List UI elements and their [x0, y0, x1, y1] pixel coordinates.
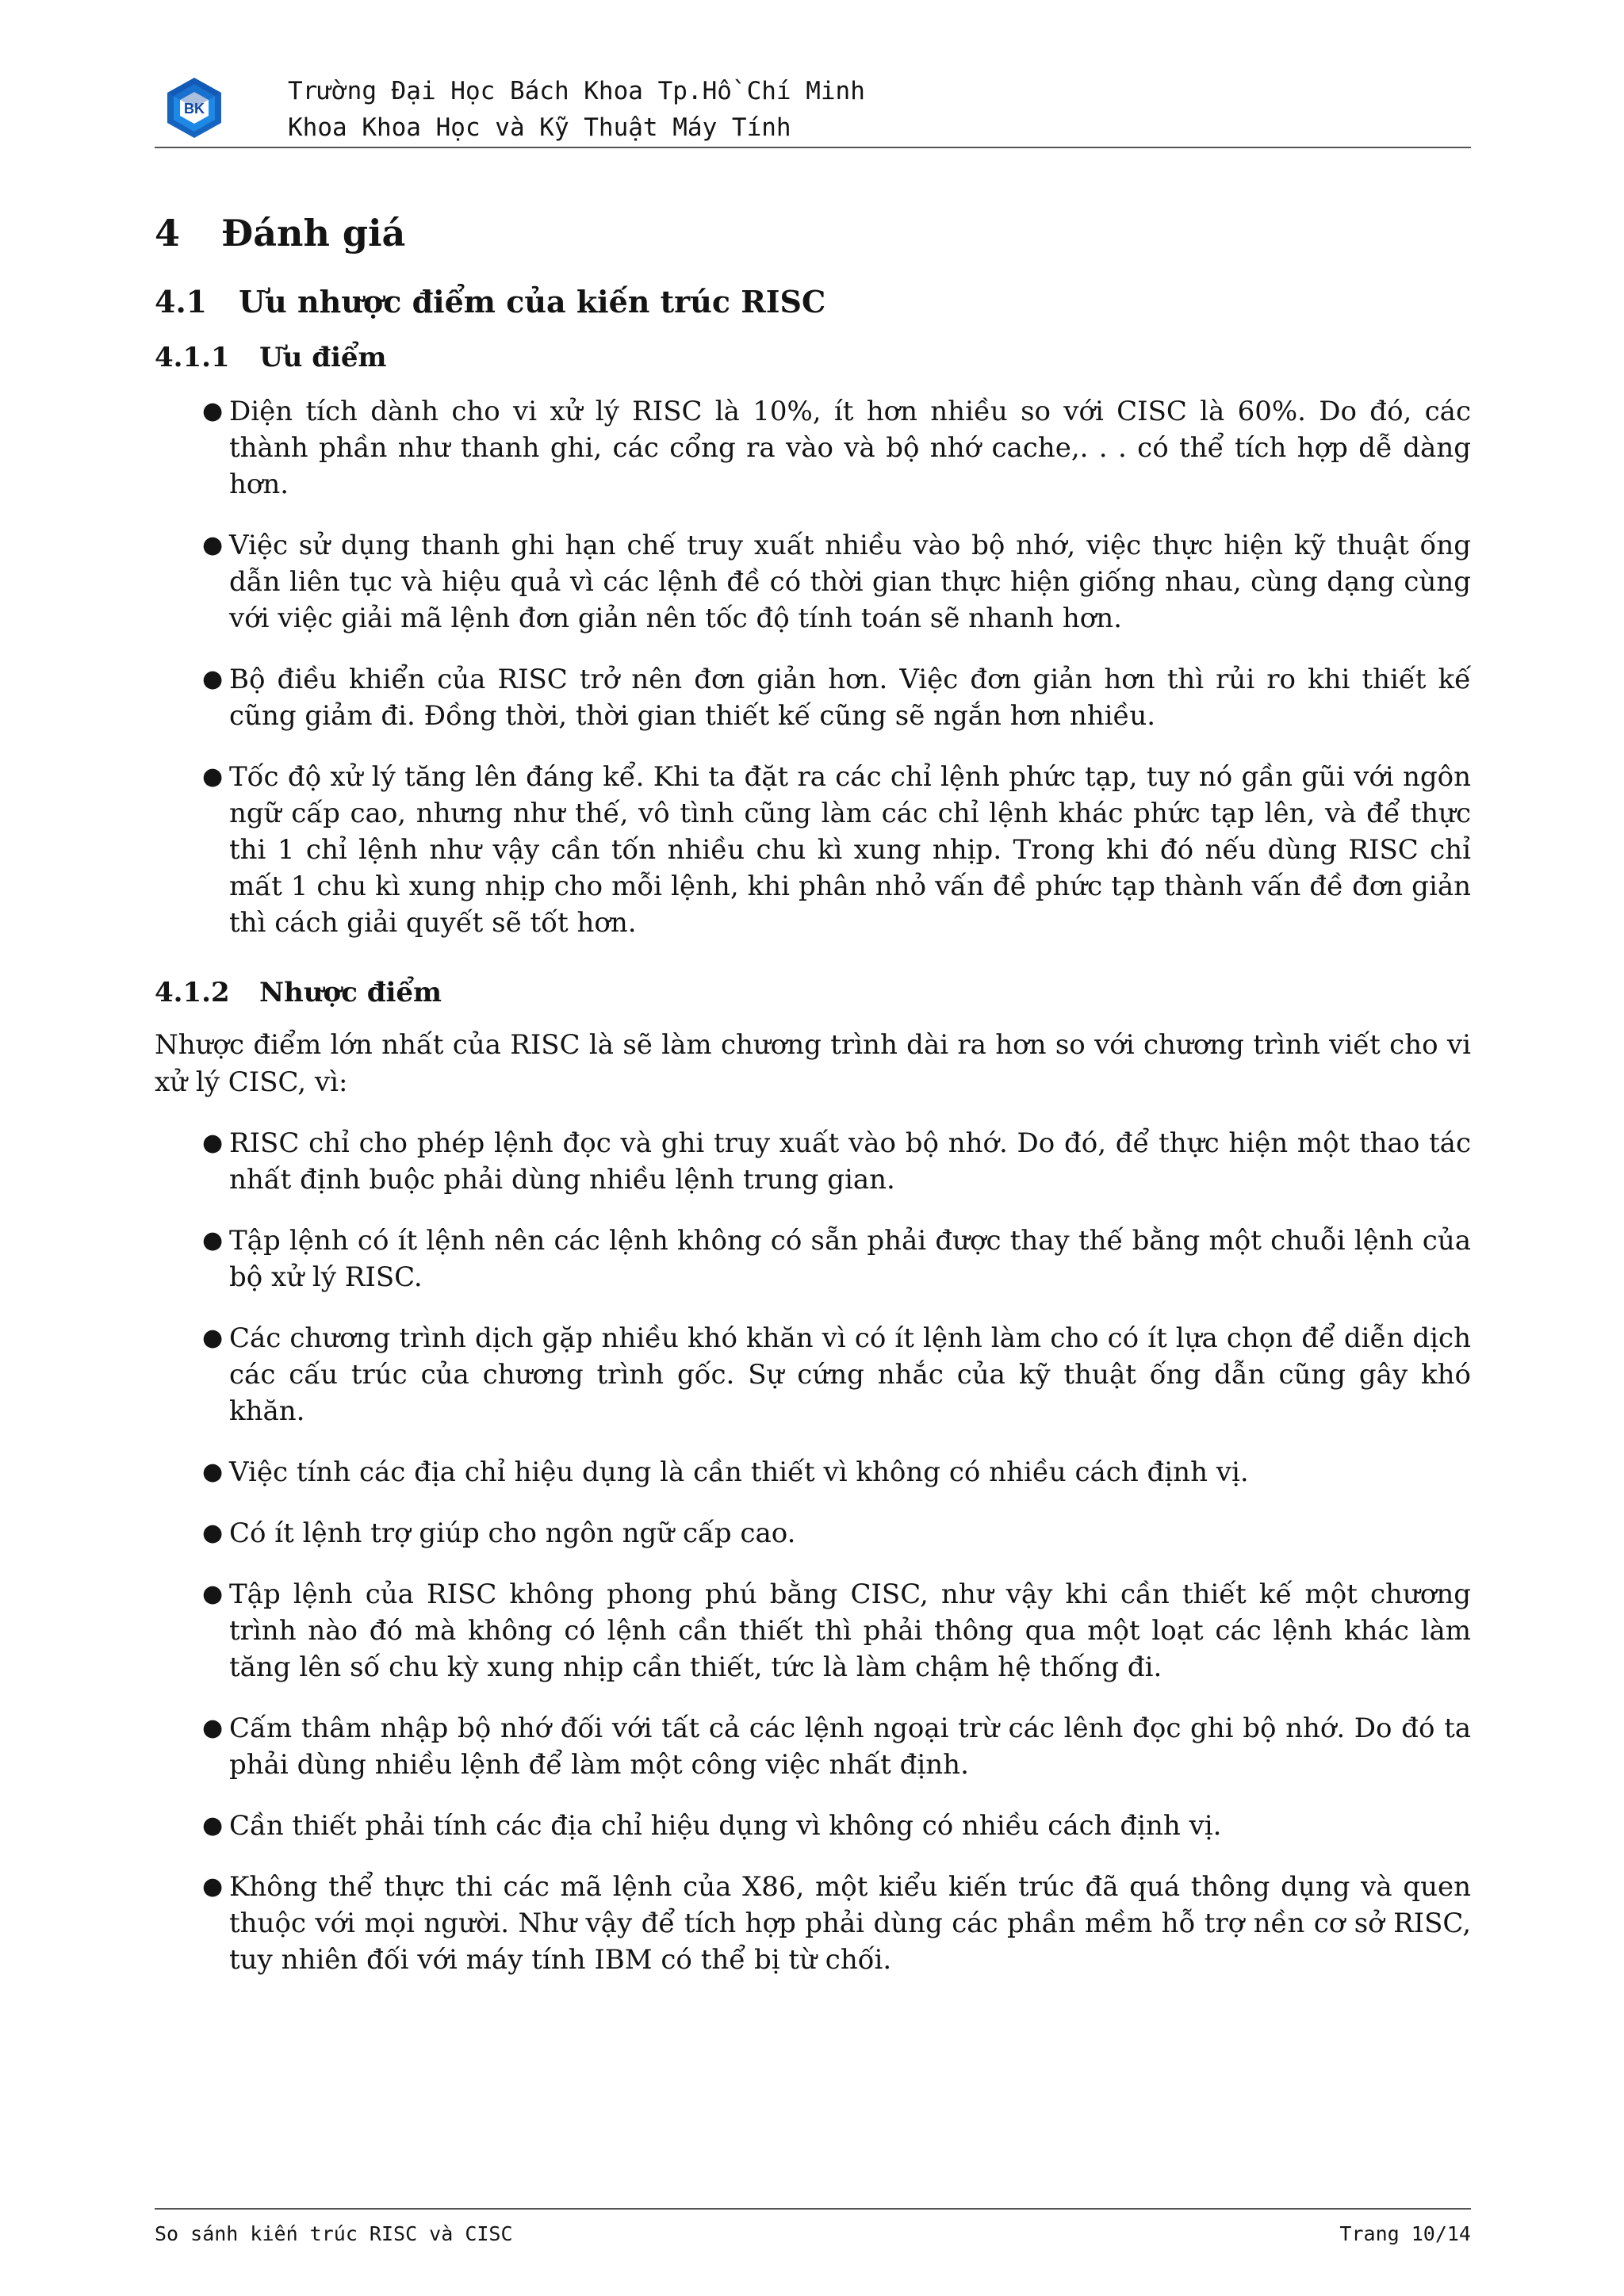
list-item: ● Các chương trình dịch gặp nhiều khó khăn vì có ít lệnh làm cho có ít lựa chọn để diễn dịch các cấu trúc của chương trình gốc. Sự cứng nhắc của kỹ thuật ống dẫn cũng gây khó khăn. [155, 1320, 1471, 1429]
advantages-heading [155, 339, 1471, 376]
list-item: ● Tốc độ xử lý tăng lên đáng kể. Khi ta đặt ra các chỉ lệnh phức tạp, tuy nó gần gũi với ngôn ngữ cấp cao, nhưng như thế, vô tình cũng làm các chỉ lệnh khác phức tạp lên, và để thực thi 1 chỉ lệnh như vậy cần tốn nhiều chu kì xung nhịp. Trong khi đó nếu dùng RISC chỉ mất 1 chu kì xung nhịp cho mỗi lệnh, khi phân nhỏ vấn đề phức tạp thành vấn đề đơn giản thì cách giải quyết sẽ tốt hơn. [155, 759, 1471, 941]
page-content [155, 208, 1471, 2003]
logo-text: BK [184, 101, 205, 117]
bullet-icon: ● [202, 397, 224, 425]
header-divider [155, 147, 1471, 148]
list-item: ● Tập lệnh có ít lệnh nên các lệnh không có sẵn phải được thay thế bằng một chuỗi lệnh của bộ xử lý RISC. [155, 1223, 1471, 1295]
disadvantages-intro: Nhược điểm lớn nhất của RISC là sẽ làm chương trình dài ra hơn so với chương trình viết cho vi xử lý CISC, vì: [155, 1029, 1471, 1098]
disadvantages-number: 4.1.2 [155, 977, 230, 1008]
bullet-icon: ● [202, 1812, 224, 1839]
bullet-icon: ● [202, 1580, 224, 1608]
list-item: ● Tập lệnh của RISC không phong phú bằng CISC, như vậy khi cần thiết kế một chương trình nào đó mà không có lệnh cần thiết thì phải thông qua một loạt các lệnh khác làm tăng lên số chu kỳ xung nhịp cần thiết, tức là làm chậm hệ thống đi. [155, 1576, 1471, 1686]
university-logo-icon [163, 76, 226, 140]
list-item: ● Có ít lệnh trợ giúp cho ngôn ngữ cấp cao. [155, 1515, 1471, 1552]
list-item: ● RISC chỉ cho phép lệnh đọc và ghi truy xuất vào bộ nhớ. Do đó, để thực hiện một thao tác nhất định buộc phải dùng nhiều lệnh trung gian. [155, 1125, 1471, 1198]
advantages-list [155, 393, 1471, 941]
bullet-icon: ● [202, 665, 224, 693]
bullet-icon: ● [202, 531, 224, 559]
university-name: Trường Đại Học Bách Khoa Tp.Hồ Chí Minh [288, 77, 865, 105]
bullet-icon: ● [202, 1324, 224, 1352]
section-number: 4 [155, 212, 181, 254]
list-item: ● Không thể thực thi các mã lệnh của X86, một kiểu kiến trúc đã quá thông dụng và quen thuộc với mọi người. Như vậy để tích hợp phải dùng các phần mềm hỗ trợ nền cơ sở RISC, tuy nhiên đối với máy tính IBM có thể bị từ chối. [155, 1869, 1471, 1978]
bullet-icon: ● [202, 763, 224, 790]
disadvantages-list [155, 1125, 1471, 1978]
footer-divider [155, 2208, 1471, 2210]
advantages-title: Ưu điểm [259, 342, 387, 373]
disadvantages-heading [155, 974, 1471, 1011]
list-item: ● Việc tính các địa chỉ hiệu dụng là cần thiết vì không có nhiều cách định vị. [155, 1454, 1471, 1490]
header-text [288, 73, 865, 146]
list-item: ● Cần thiết phải tính các địa chỉ hiệu dụng vì không có nhiều cách định vị. [155, 1808, 1471, 1844]
subsection-heading [155, 282, 1471, 322]
page-header [155, 71, 1471, 147]
faculty-name: Khoa Khoa Học và Kỹ Thuật Máy Tính [288, 113, 791, 142]
disadvantages-title: Nhược điểm [259, 977, 442, 1008]
section-title: Đánh giá [221, 212, 406, 254]
advantages-number: 4.1.1 [155, 342, 230, 373]
bullet-icon: ● [202, 1458, 224, 1486]
footer-page-number: Trang 10/14 [1339, 2222, 1471, 2245]
list-item: ● Cấm thâm nhập bộ nhớ đối với tất cả các lệnh ngoại trừ các lênh đọc ghi bộ nhớ. Do đó ta phải dùng nhiều lệnh để làm một công việc nhất định. [155, 1710, 1471, 1783]
bullet-icon: ● [202, 1873, 224, 1900]
list-item: ● Diện tích dành cho vi xử lý RISC là 10%, ít hơn nhiều so với CISC là 60%. Do đó, các thành phần như thanh ghi, các cổng ra vào và bộ nhớ cache,. . . có thể tích hợp dễ dàng hơn. [155, 393, 1471, 503]
bullet-icon: ● [202, 1129, 224, 1157]
list-item: ● Bộ điều khiển của RISC trở nên đơn giản hơn. Việc đơn giản hơn thì rủi ro khi thiết kế cũng giảm đi. Đồng thời, thời gian thiết kế cũng sẽ ngắn hơn nhiều. [155, 661, 1471, 734]
subsection-title: Ưu nhược điểm của kiến trúc RISC [239, 284, 826, 320]
footer-document-title: So sánh kiến trúc RISC và CISC [155, 2222, 513, 2245]
bullet-icon: ● [202, 1519, 224, 1547]
subsection-number: 4.1 [155, 284, 208, 320]
section-heading [155, 208, 1471, 258]
list-item: ● Việc sử dụng thanh ghi hạn chế truy xuất nhiều vào bộ nhớ, việc thực hiện kỹ thuật ống dẫn liên tục và hiệu quả vì các lệnh đề có thời gian thực hiện giống nhau, cùng dạng cùng với việc giải mã lệnh đơn giản nên tốc độ tính toán sẽ nhanh hơn. [155, 527, 1471, 637]
bullet-icon: ● [202, 1714, 224, 1742]
bullet-icon: ● [202, 1226, 224, 1254]
